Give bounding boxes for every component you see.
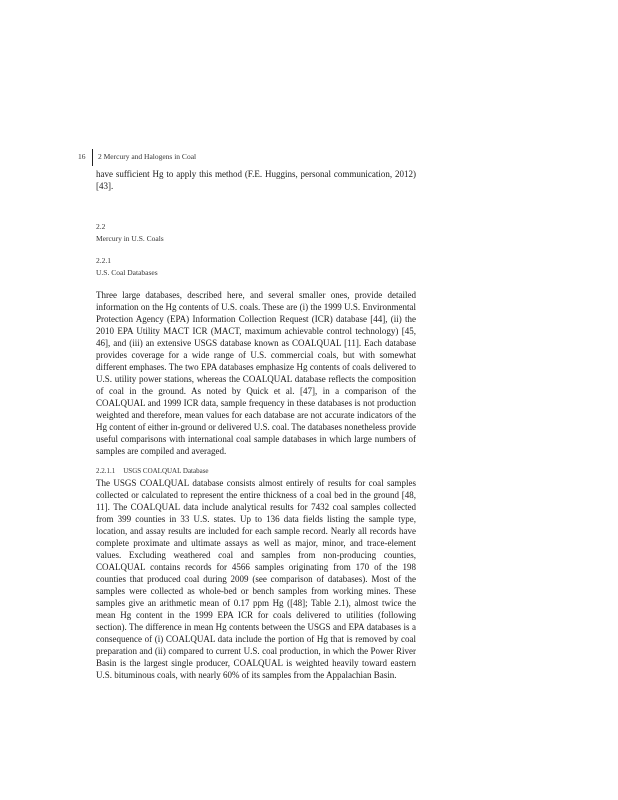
section-title: Mercury in U.S. Coals [96,234,164,243]
subsubsection-title: USGS COALQUAL Database [123,467,209,475]
subsection-paragraph: Three large databases, described here, and several smaller ones, provide detailed information on the Hg contents of U.S. coals. These are (i) the 1999 U.S. Environmental Protection Agency (EPA) Information Collection Request (ICR) database [44], (ii) the 2010 EPA Utility MACT ICR (MACT, maximum achievable control technology) [45, 46], and (iii) an extensive USGS database known as COALQUAL [11]. Each database provides coverage for a wide range of U.S. commercial coals, but with somewhat different emphases. The two EPA databases emphasize Hg contents of coals delivered to U.S. utility power stations, whereas the COALQUAL database reflects the composition of coal in the ground. As noted by Quick et al. [47], in a comparison of the COALQUAL and 1999 ICR data, sample frequency in these databases is not production weighted and therefore, mean values for each database are not accurate indicators of the Hg content of either in-ground or delivered U.S. coal. The databases nonetheless provide useful comparisons with international coal sample databases in which large numbers of samples are compiled and averaged. [96,290,416,456]
subsubsection-paragraph: The USGS COALQUAL database consists almost entirely of results for coal samples collected or calculated to represent the entire thickness of a coal bed in the ground [48, 11]. The COALQUAL data include analytical results for 7432 coal samples collected from 399 counties in 33 U.S. states. Up to 136 data fields listing the sample type, location, and assay results are included for each sample record. Nearly all records have complete proximate and ultimate assays as well as major, minor, and trace-element values. Excluding weathered coal and samples from non-producing counties, COALQUAL contains records for 4566 samples originating from 170 of the 198 counties that produced coal during 2009 (see comparison of databases). Most of the samples were collected as whole-bed or bench samples from working mines. These samples give an arithmetic mean of 0.17 ppm Hg ([48]; Table 2.1), almost twice the mean Hg content in the 1999 EPA ICR for coals delivered to utilities (following section). The difference in mean Hg contents between the USGS and EPA databases is a consequence of (i) COALQUAL data include the portion of Hg that is removed by coal preparation and (ii) compared to current U.S. coal production, in which the Power River Basin is the largest single producer, COALQUAL is weighted heavily toward eastern U.S. bituminous coals, with nearly 60% of its samples from the Appalachian Basin. [96,478,416,680]
section-number: 2.2 [96,222,106,231]
page-body [96,168,416,681]
intro-paragraph: have sufficient Hg to apply this method (F.E. Huggins, personal communication, 2012) [43]. [96,169,416,191]
subsection-spacer [96,245,416,255]
paragraph-spacer [96,279,416,289]
page-number: 16 [78,152,86,161]
header-rule [92,149,93,166]
subsubsection-number: 2.2.1.1 [96,467,116,475]
subsubsection-spacer [96,457,416,466]
subsection-number: 2.2.1 [96,256,111,265]
subsubsection-heading [96,466,416,477]
section-spacer [96,192,416,221]
subsection-title: U.S. Coal Databases [96,268,158,277]
running-chapter-title: 2 Mercury and Halogens in Coal [98,152,197,161]
